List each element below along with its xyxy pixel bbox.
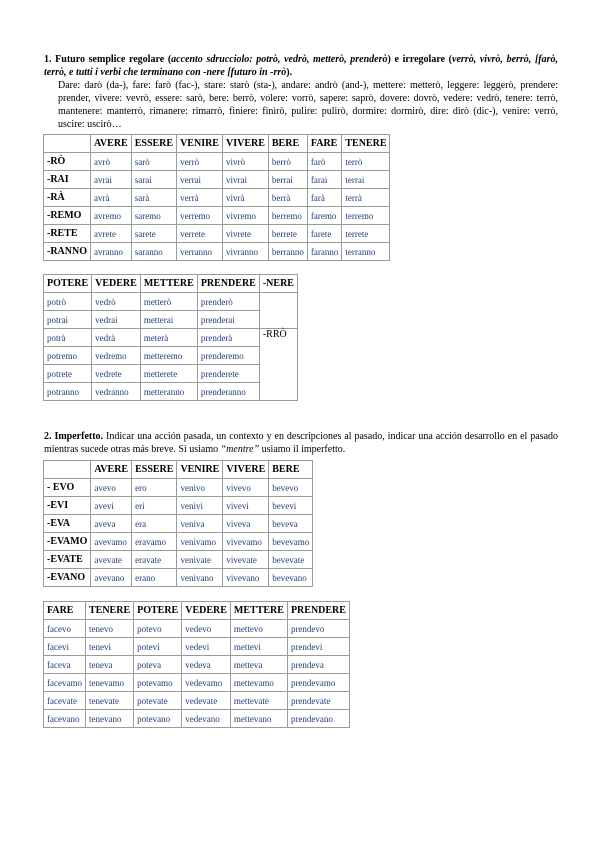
column-header: VENIRE	[177, 135, 223, 153]
column-header: POTERE	[134, 602, 182, 620]
table-row	[44, 243, 390, 261]
table-row	[44, 620, 350, 638]
imperfetto-table-1	[43, 460, 313, 587]
conjugation-cell: facevate	[44, 692, 86, 710]
conjugation-cell: vedeva	[182, 656, 231, 674]
ending-cell: -EVATE	[44, 551, 91, 569]
conjugation-cell: eravate	[132, 551, 177, 569]
conjugation-cell: vivremo	[222, 207, 268, 225]
conjugation-cell: verrà	[177, 189, 223, 207]
conjugation-cell: terrà	[342, 189, 390, 207]
conjugation-cell: era	[132, 515, 177, 533]
conjugation-cell: potevate	[134, 692, 182, 710]
conjugation-cell: metteva	[230, 656, 287, 674]
conjugation-cell: vivevate	[223, 551, 269, 569]
ending-cell: -RAI	[44, 171, 91, 189]
conjugation-cell: terrete	[342, 225, 390, 243]
conjugation-cell: venivate	[177, 551, 223, 569]
conjugation-cell: beveva	[269, 515, 313, 533]
imperfetto-table-2	[43, 601, 350, 728]
conjugation-cell: berrò	[268, 153, 307, 171]
ending-cell: -RETE	[44, 225, 91, 243]
conjugation-cell: potremo	[44, 347, 92, 365]
table-row	[44, 171, 390, 189]
conjugation-cell: potevi	[134, 638, 182, 656]
conjugation-cell: vedrà	[92, 329, 141, 347]
conjugation-cell: prenderà	[197, 329, 259, 347]
conjugation-cell: bevevamo	[269, 533, 313, 551]
column-header	[44, 461, 91, 479]
conjugation-cell: faremo	[307, 207, 341, 225]
column-header: TENERE	[85, 602, 133, 620]
ending-cell: -RANNO	[44, 243, 91, 261]
table-row	[44, 329, 298, 347]
table-header-row	[44, 135, 390, 153]
conjugation-cell: sarò	[131, 153, 176, 171]
ending-cell: -REMO	[44, 207, 91, 225]
conjugation-cell: berranno	[268, 243, 307, 261]
conjugation-cell: terremo	[342, 207, 390, 225]
conjugation-cell: vedranno	[92, 383, 141, 401]
column-header: ESSERE	[131, 135, 176, 153]
conjugation-cell: avevamo	[91, 533, 132, 551]
conjugation-cell: farai	[307, 171, 341, 189]
conjugation-cell: mettevi	[230, 638, 287, 656]
section-number: 2.	[44, 431, 52, 442]
ending-cell: -EVAMO	[44, 533, 91, 551]
table-row	[44, 656, 350, 674]
futuro-table-irregular	[43, 274, 298, 401]
conjugation-cell: potrò	[44, 293, 92, 311]
conjugation-cell: vedevi	[182, 638, 231, 656]
conjugation-cell: eravamo	[132, 533, 177, 551]
table-row	[44, 153, 390, 171]
conjugation-cell: avevi	[91, 497, 132, 515]
conjugation-cell: saranno	[131, 243, 176, 261]
conjugation-cell: tenevate	[85, 692, 133, 710]
column-header: BERE	[268, 135, 307, 153]
ending-cell: -EVI	[44, 497, 91, 515]
section-number: 1.	[44, 54, 52, 65]
conjugation-cell: potrà	[44, 329, 92, 347]
ending-cell: -EVANO	[44, 569, 91, 587]
conjugation-cell: mettevamo	[230, 674, 287, 692]
column-header: AVERE	[91, 461, 132, 479]
conjugation-cell: viveva	[223, 515, 269, 533]
conjugation-cell: venivano	[177, 569, 223, 587]
section-futuro-body: Dare: darò (da-), fare: farò (fac-), stare: starò (sta-), andare: andrò (and-), mettere: metterò, leggere: leggerò, prendere: prender, vivere: vevrò, essere: sarò, bere: berrò, volere: vorrò, sapere: saprò, dovere: dovrò, vedere: vedrò, tenere: terrò, mantenere: manterrò, rimanere: rimarrò, finiere: finirò, pulire: pulirò, dormire: dormirò, dire: dirò (dic-), venire: verrò, uscire: uscirò…	[58, 80, 558, 130]
column-header	[44, 135, 91, 153]
table-row	[44, 497, 313, 515]
conjugation-cell: avrete	[91, 225, 132, 243]
conjugation-cell: metteranno	[140, 383, 197, 401]
column-header: VENIRE	[177, 461, 223, 479]
column-header: VEDERE	[92, 275, 141, 293]
ending-cell: -RÒ	[44, 153, 91, 171]
body-text: “mentre”	[220, 444, 260, 455]
ending-cell: -RÀ	[44, 189, 91, 207]
conjugation-cell: veniva	[177, 515, 223, 533]
title-part: verrò, vivrò, berrò, [farò, terrò, e tutti i verbi che terminano con -nere [futuro in -rrò	[44, 54, 559, 78]
table-row	[44, 674, 350, 692]
conjugation-cell: avevate	[91, 551, 132, 569]
conjugation-cell: vivevamo	[223, 533, 269, 551]
conjugation-cell: verrai	[177, 171, 223, 189]
conjugation-cell: verremo	[177, 207, 223, 225]
futuro-table-regular	[43, 134, 390, 261]
table-row	[44, 225, 390, 243]
conjugation-cell: farete	[307, 225, 341, 243]
column-header: METTERE	[230, 602, 287, 620]
conjugation-cell: avrai	[91, 171, 132, 189]
title-part: ) e irregolare (	[387, 54, 453, 65]
conjugation-cell: potrai	[44, 311, 92, 329]
conjugation-cell: vivrò	[222, 153, 268, 171]
conjugation-cell: vedevo	[182, 620, 231, 638]
table-row	[44, 692, 350, 710]
conjugation-cell: prendevamo	[287, 674, 349, 692]
body-text: Indicar una acción pasada, un contexto y en descripciones al pasado, indicar una acción desarrollo en el pasado mientras sucede otras más breve. Si usiamo	[44, 431, 559, 455]
conjugation-cell: avrà	[91, 189, 132, 207]
section-imperfetto	[44, 430, 558, 456]
conjugation-cell: prendevo	[287, 620, 349, 638]
conjugation-cell: vivranno	[222, 243, 268, 261]
conjugation-cell: poteva	[134, 656, 182, 674]
conjugation-cell: metteremo	[140, 347, 197, 365]
conjugation-cell: bevevano	[269, 569, 313, 587]
table-header-row	[44, 275, 298, 293]
conjugation-cell: saremo	[131, 207, 176, 225]
conjugation-cell: venivamo	[177, 533, 223, 551]
table-row	[44, 479, 313, 497]
table-header-row	[44, 602, 350, 620]
conjugation-cell: vedevamo	[182, 674, 231, 692]
body-text: usiamo il imperfetto.	[259, 444, 346, 455]
conjugation-cell: bevevate	[269, 551, 313, 569]
conjugation-cell: bevevi	[269, 497, 313, 515]
column-header: PRENDERE	[197, 275, 259, 293]
conjugation-cell: prenderete	[197, 365, 259, 383]
conjugation-cell: sarete	[131, 225, 176, 243]
column-header: AVERE	[91, 135, 132, 153]
section-imperfetto-title: Imperfetto.	[54, 431, 104, 442]
conjugation-cell: mettevano	[230, 710, 287, 728]
conjugation-cell: verrete	[177, 225, 223, 243]
conjugation-cell: farò	[307, 153, 341, 171]
column-header: ESSERE	[132, 461, 177, 479]
conjugation-cell: facevano	[44, 710, 86, 728]
table-body	[44, 620, 350, 728]
conjugation-cell: tenevamo	[85, 674, 133, 692]
column-header: -NERE	[259, 275, 297, 293]
conjugation-cell: prenderemo	[197, 347, 259, 365]
table-row	[44, 207, 390, 225]
table-row	[44, 551, 313, 569]
table-body	[44, 479, 313, 587]
conjugation-cell: prenderò	[197, 293, 259, 311]
conjugation-cell: tenevi	[85, 638, 133, 656]
conjugation-cell: tenevano	[85, 710, 133, 728]
conjugation-cell: vedrai	[92, 311, 141, 329]
column-header: METTERE	[140, 275, 197, 293]
column-header: VIVERE	[222, 135, 268, 153]
conjugation-cell: prendevate	[287, 692, 349, 710]
conjugation-cell: vedrete	[92, 365, 141, 383]
conjugation-cell: metterò	[140, 293, 197, 311]
conjugation-cell: vivevo	[223, 479, 269, 497]
column-header: VEDERE	[182, 602, 231, 620]
conjugation-cell: prendeva	[287, 656, 349, 674]
conjugation-cell: sarai	[131, 171, 176, 189]
conjugation-cell: verranno	[177, 243, 223, 261]
conjugation-cell: avevo	[91, 479, 132, 497]
conjugation-cell: bevevo	[269, 479, 313, 497]
conjugation-cell: farà	[307, 189, 341, 207]
conjugation-cell: terrai	[342, 171, 390, 189]
conjugation-cell: mettevate	[230, 692, 287, 710]
conjugation-cell: berrà	[268, 189, 307, 207]
conjugation-cell: potevamo	[134, 674, 182, 692]
conjugation-cell: vedrò	[92, 293, 141, 311]
conjugation-cell: aveva	[91, 515, 132, 533]
conjugation-cell: avevano	[91, 569, 132, 587]
conjugation-cell: teneva	[85, 656, 133, 674]
conjugation-cell: eri	[132, 497, 177, 515]
table-row	[44, 515, 313, 533]
conjugation-cell: avremo	[91, 207, 132, 225]
conjugation-cell: prendevano	[287, 710, 349, 728]
conjugation-cell: meterà	[140, 329, 197, 347]
column-header: FARE	[44, 602, 86, 620]
conjugation-cell: venivo	[177, 479, 223, 497]
title-part: Futuro semplice regolare (	[55, 54, 172, 65]
conjugation-cell: vedevate	[182, 692, 231, 710]
conjugation-cell: berrete	[268, 225, 307, 243]
conjugation-cell: berremo	[268, 207, 307, 225]
table-row	[44, 293, 298, 311]
conjugation-cell: vivevano	[223, 569, 269, 587]
title-part: accento sdrucciolo: potrò, vedrò, metterò, prenderò	[171, 54, 388, 65]
table-row	[44, 533, 313, 551]
column-header: TENERE	[342, 135, 390, 153]
table-row	[44, 710, 350, 728]
conjugation-cell: prendevi	[287, 638, 349, 656]
conjugation-cell: vivevi	[223, 497, 269, 515]
conjugation-cell: vivrete	[222, 225, 268, 243]
conjugation-cell: facevi	[44, 638, 86, 656]
conjugation-cell: facevamo	[44, 674, 86, 692]
conjugation-cell: sarà	[131, 189, 176, 207]
ending-cell: - EVO	[44, 479, 91, 497]
conjugation-cell: verrò	[177, 153, 223, 171]
conjugation-cell: erano	[132, 569, 177, 587]
table-row	[44, 189, 390, 207]
ending-cell: -EVA	[44, 515, 91, 533]
table-row	[44, 638, 350, 656]
conjugation-cell: vedevano	[182, 710, 231, 728]
column-header: POTERE	[44, 275, 92, 293]
conjugation-cell: prenderai	[197, 311, 259, 329]
conjugation-cell: venivi	[177, 497, 223, 515]
title-part: ).	[286, 67, 293, 78]
conjugation-cell: faranno	[307, 243, 341, 261]
conjugation-cell: potevo	[134, 620, 182, 638]
table-header-row	[44, 461, 313, 479]
conjugation-cell: avrò	[91, 153, 132, 171]
table-row	[44, 569, 313, 587]
table-body	[44, 153, 390, 261]
conjugation-cell: faceva	[44, 656, 86, 674]
section-futuro-title	[44, 53, 558, 79]
nere-ending-cell: -RRÒ	[259, 329, 297, 401]
conjugation-cell: vivrai	[222, 171, 268, 189]
column-header: PRENDERE	[287, 602, 349, 620]
conjugation-cell: mettevo	[230, 620, 287, 638]
conjugation-cell: avranno	[91, 243, 132, 261]
column-header: VIVERE	[223, 461, 269, 479]
table-body	[44, 293, 298, 401]
conjugation-cell: prenderanno	[197, 383, 259, 401]
conjugation-cell: facevo	[44, 620, 86, 638]
conjugation-cell: ero	[132, 479, 177, 497]
conjugation-cell: potranno	[44, 383, 92, 401]
conjugation-cell: berrai	[268, 171, 307, 189]
section-futuro	[44, 53, 558, 131]
conjugation-cell: potrete	[44, 365, 92, 383]
conjugation-cell: potevano	[134, 710, 182, 728]
column-header: FARE	[307, 135, 341, 153]
conjugation-cell: terrò	[342, 153, 390, 171]
conjugation-cell: terranno	[342, 243, 390, 261]
nere-blank-cell	[259, 293, 297, 329]
conjugation-cell: tenevo	[85, 620, 133, 638]
conjugation-cell: vivrà	[222, 189, 268, 207]
conjugation-cell: metterete	[140, 365, 197, 383]
column-header: BERE	[269, 461, 313, 479]
conjugation-cell: metterai	[140, 311, 197, 329]
conjugation-cell: vedremo	[92, 347, 141, 365]
